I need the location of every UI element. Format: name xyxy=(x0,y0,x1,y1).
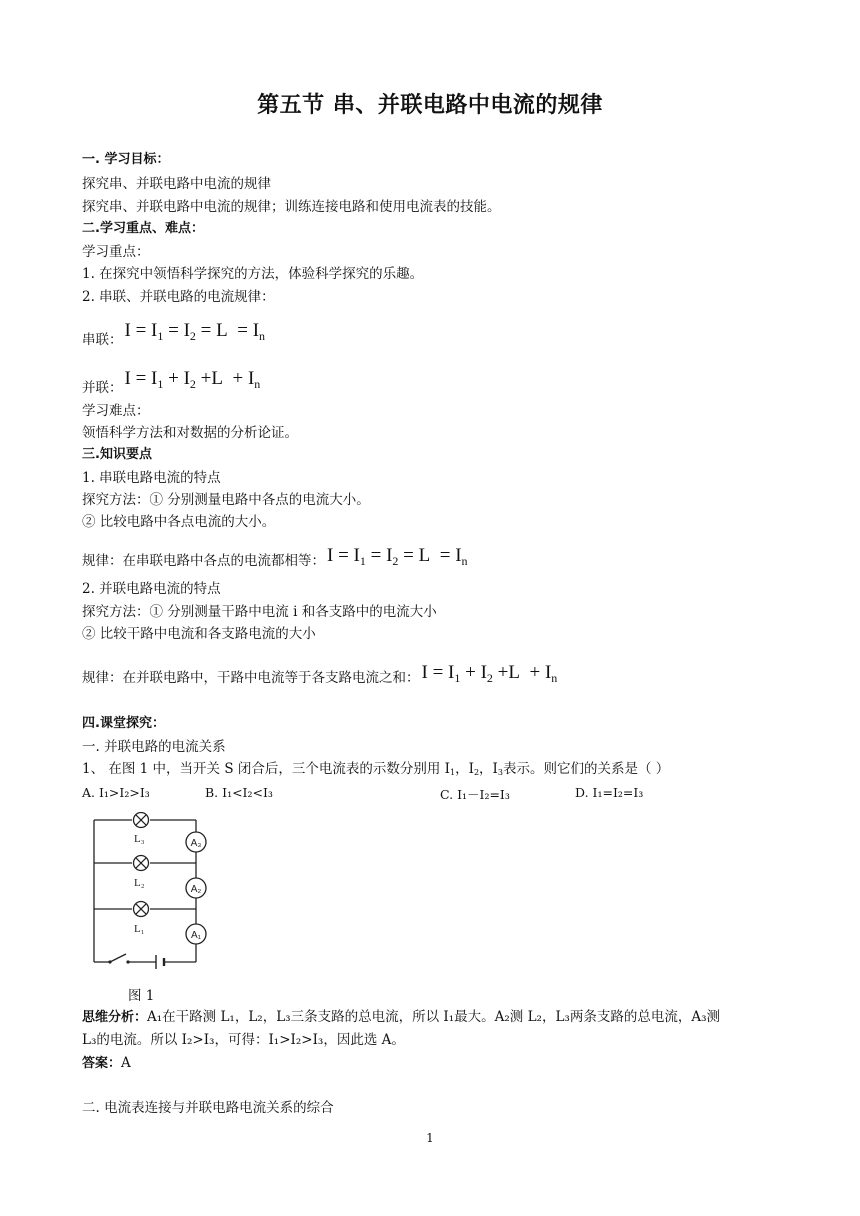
section-4-heading: 四.课堂探究： xyxy=(82,716,165,731)
lamp-l2-icon xyxy=(134,856,149,871)
lamp-l3-icon xyxy=(134,813,149,828)
difficulty-label: 学习难点： xyxy=(82,403,150,419)
key-point-2: 2. 串联、并联电路的电流规律： xyxy=(82,289,275,305)
section-3-heading: 三.知识要点 xyxy=(82,447,152,462)
series-rule-line xyxy=(82,547,468,570)
parallel-method-2: ② 比较干路中电流和各支路电流的大小 xyxy=(82,626,316,642)
analysis-text-1: A₁在干路测 L₁，L₂，L₃三条支路的总电流，所以 I₁最大。A₂测 L₂，L₃两条支路的总电流，A₃测 xyxy=(147,1009,720,1025)
page-title: 第五节 串、并联电路中电流的规律 xyxy=(257,93,603,118)
series-formula: $I = I_1 = I_2 = L = I_n$ xyxy=(124,320,266,343)
series-label: 串联： xyxy=(82,332,123,348)
section-1-heading: 一. 学习目标： xyxy=(82,152,170,167)
difficulty-text: 领悟科学方法和对数据的分析论证。 xyxy=(82,425,298,441)
subsection-2-title: 二. 电流表连接与并联电路电流关系的综合 xyxy=(82,1100,334,1116)
parallel-feature-title: 2. 并联电路电流的特点 xyxy=(82,581,221,597)
question-1-prefix: 1、 在图 1 中，当开关 S 闭合后，三个电流表的示数分别用 I xyxy=(82,761,451,777)
key-points-label: 学习重点： xyxy=(82,244,150,260)
page-number: 1 xyxy=(426,1131,434,1145)
section-2-heading: 二.学习重点、难点： xyxy=(82,221,204,236)
option-c: C. I₁－I₂=I₃ xyxy=(440,787,510,802)
lamp-l1-label: L₁ xyxy=(134,923,145,935)
series-rule: 规律：在串联电路中各点的电流都相等： xyxy=(82,553,325,569)
analysis-text-2: L₃的电流。所以 I₂>I₃，可得：I₁>I₂>I₃，因此选 A。 xyxy=(82,1032,405,1048)
ammeter-a1-icon xyxy=(186,924,206,944)
option-d: D. I₁=I₂=I₃ xyxy=(575,785,644,800)
ammeter-a2-label: A₂ xyxy=(190,884,202,895)
ammeter-a3-icon xyxy=(186,832,206,852)
option-b: B. I₁<I₂<I₃ xyxy=(205,785,273,800)
lamp-l3-label: L₃ xyxy=(134,833,145,845)
subsection-1-title: 一. 并联电路的电流关系 xyxy=(82,739,226,755)
ammeter-a3-label: A₃ xyxy=(190,838,202,849)
answer-label: 答案： xyxy=(82,1056,122,1071)
ammeter-a1-label: A₁ xyxy=(190,930,202,941)
parallel-formula-line xyxy=(82,370,260,397)
series-method-2: ② 比较电路中各点电流的大小。 xyxy=(82,514,276,530)
question-1: 1、 在图 1 中，当开关 S 闭合后，三个电流表的示数分别用 $I_1$，$I_2$，$I_3$表示。则它们的关系是（ ） xyxy=(82,761,670,777)
circuit-diagram xyxy=(82,812,222,977)
answer-value: A xyxy=(121,1055,131,1071)
option-a: A. I₁>I₂>I₃ xyxy=(82,785,150,800)
lamp-l2-label: L₂ xyxy=(134,877,145,889)
answer-line xyxy=(82,1054,131,1073)
lamp-l1-icon xyxy=(134,902,149,917)
parallel-label: 并联： xyxy=(82,380,123,396)
series-formula-line xyxy=(82,322,265,349)
parallel-formula: $I = I_1 + I_2 +L + I_n$ xyxy=(124,368,261,391)
analysis-label: 思维分析： xyxy=(82,1010,148,1025)
key-point-1: 1. 在探究中领悟科学探究的方法，体验科学探究的乐趣。 xyxy=(82,266,424,282)
ammeter-a2-icon xyxy=(186,878,206,898)
switch-icon xyxy=(108,960,111,963)
parallel-rule-line xyxy=(82,664,557,687)
series-feature-title: 1. 串联电路电流的特点 xyxy=(82,470,221,486)
parallel-rule: 规律：在并联电路中，干路中电流等于各支路电流之和： xyxy=(82,670,420,686)
series-method-1: 探究方法：① 分别测量电路中各点的电流大小。 xyxy=(82,492,370,508)
question-1-suffix: 表示。则它们的关系是（ ） xyxy=(502,761,670,777)
series-rule-formula: $I = I_1 = I_2 = L = I_n$ xyxy=(327,545,468,568)
parallel-rule-formula: $I = I_1 + I_2 +L + I_n$ xyxy=(421,662,558,685)
analysis-line-1 xyxy=(82,1008,720,1027)
objective-line-1: 探究串、并联电路中电流的规律 xyxy=(82,176,271,192)
objective-line-2: 探究串、并联电路中电流的规律；训练连接电路和使用电流表的技能。 xyxy=(82,199,501,215)
parallel-method-1: 探究方法：① 分别测量干路中电流 i 和各支路中的电流大小 xyxy=(82,604,437,620)
figure-caption: 图 1 xyxy=(128,988,155,1004)
